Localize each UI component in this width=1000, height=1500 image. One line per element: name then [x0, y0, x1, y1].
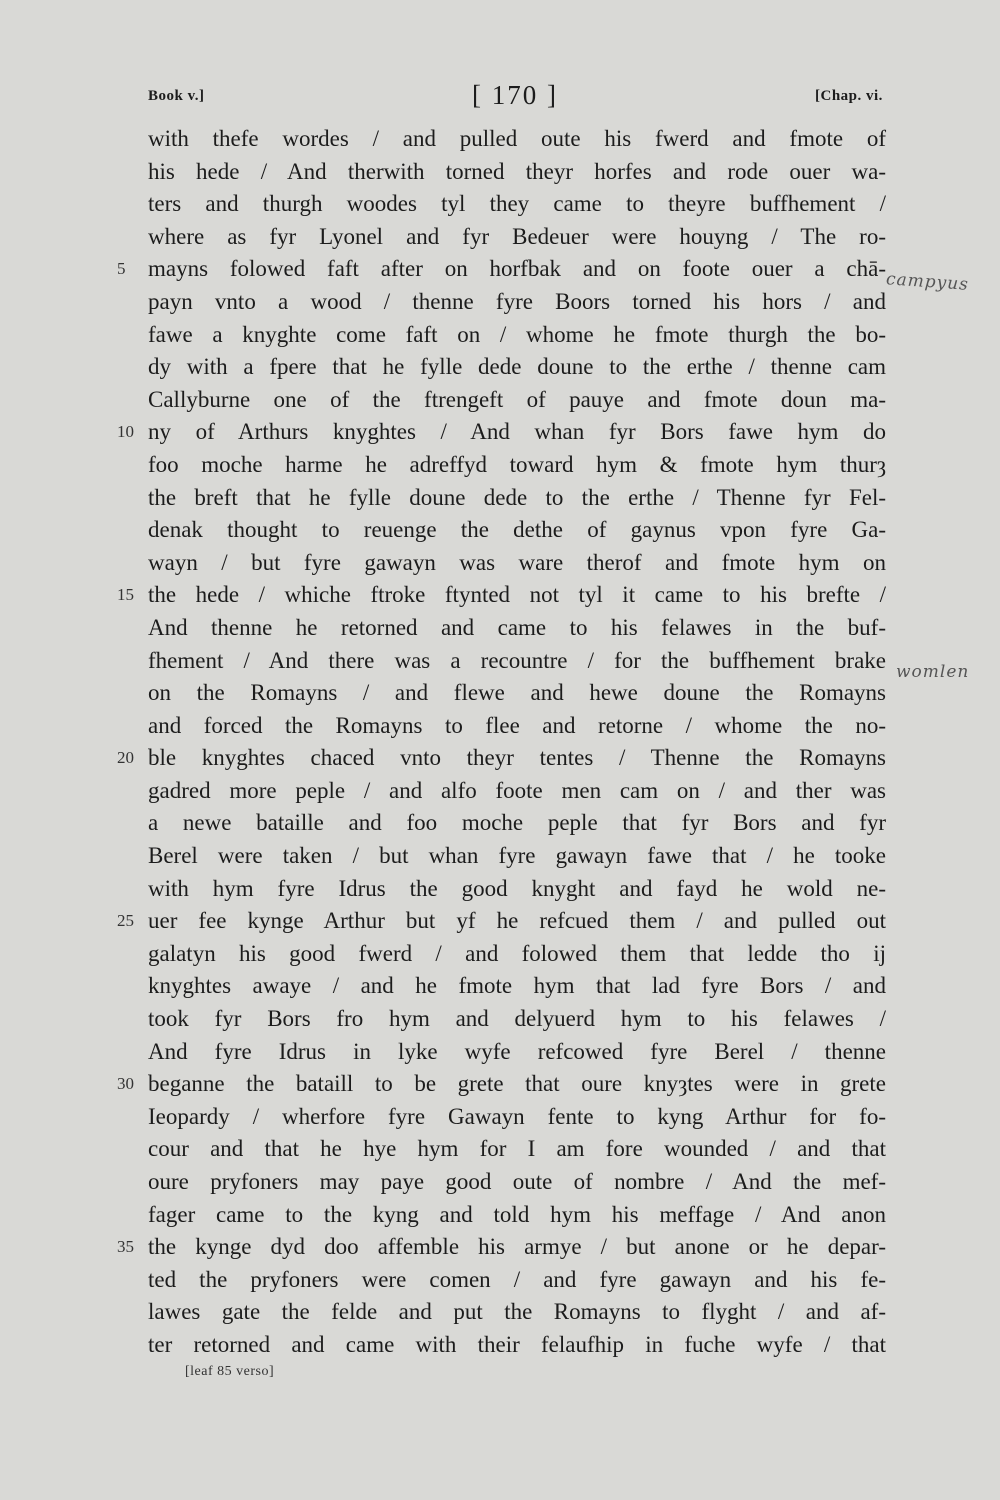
- text-line: [148, 612, 886, 645]
- line-text: mayns folowed faft after on horfbak and on foote ouer a chā-: [148, 256, 886, 282]
- line-number: 30: [117, 1074, 134, 1094]
- line-number: 20: [117, 748, 134, 768]
- body-text: [117, 123, 886, 1362]
- line-text: ters and thurgh woodes tyl they came to theyre buffhement /: [148, 191, 886, 217]
- text-line: [148, 970, 886, 1003]
- line-text: and forced the Romayns to flee and retorne / whome the no-: [148, 712, 886, 738]
- line-text: galatyn his good fwerd / and folowed them that ledde tho ij: [148, 940, 886, 966]
- margin-annotation: campyus: [885, 269, 970, 295]
- book-label: Book v.]: [148, 88, 205, 104]
- text-line: [148, 286, 886, 319]
- margin-annotation: womlen: [896, 662, 970, 682]
- line-text: Ieopardy / wherfore fyre Gawayn fente to kyng Arthur for fo-: [148, 1103, 886, 1129]
- text-line: [148, 1003, 886, 1036]
- text-line: [117, 742, 886, 775]
- line-text: lawes gate the felde and put the Romayns to flyght / and af-: [148, 1299, 886, 1325]
- line-text: his hede / And therwith torned theyr horfes and rode ouer wa-: [148, 158, 886, 184]
- text-line: [148, 221, 886, 254]
- text-line: [148, 514, 886, 547]
- text-line: [148, 123, 886, 156]
- line-text: foo moche harme he adreffyd toward hym & fmote hym thurȝ: [148, 451, 886, 477]
- line-text: denak thought to reuenge the dethe of gaynus vpon fyre Ga-: [148, 517, 886, 543]
- line-text: the breft that he fylle doune dede to the erthe / Thenne fyr Fel-: [148, 484, 886, 510]
- text-line: [148, 1166, 886, 1199]
- text-line: [148, 645, 886, 678]
- line-text: the kynge dyd doo affemble his armye / but anone or he depar-: [148, 1234, 886, 1260]
- line-text: dy with a fpere that he fylle dede doune to the erthe / thenne cam: [148, 354, 886, 380]
- line-text: the hede / whiche ftroke ftynted not tyl it came to his brefte /: [148, 582, 886, 608]
- line-text: And fyre Idrus in lyke wyfe refcowed fyre Berel / thenne: [148, 1038, 886, 1064]
- line-text: Callyburne one of the ftrengeft of pauye and fmote doun ma-: [148, 386, 886, 412]
- line-text: with hym fyre Idrus the good knyght and fayd he wold ne-: [148, 875, 886, 901]
- text-line: [117, 1068, 886, 1101]
- line-text: fhement / And there was a recountre / for the buffhement brake: [148, 647, 886, 673]
- line-text: where as fyr Lyonel and fyr Bedeuer were houyng / The ro-: [148, 223, 886, 249]
- line-number: 15: [117, 585, 134, 605]
- page-number: [ 170 ]: [472, 80, 558, 110]
- line-text: oure pryfoners may paye good oute of nombre / And the mef-: [148, 1169, 886, 1194]
- text-line: [148, 938, 886, 971]
- line-text: on the Romayns / and flewe and hewe doune the Romayns: [148, 680, 886, 706]
- line-text: with thefe wordes / and pulled oute his fwerd and fmote of: [148, 126, 886, 151]
- line-text: fawe a knyghte come faft on / whome he fmote thurgh the bo-: [148, 321, 886, 347]
- text-line: [148, 1133, 886, 1166]
- text-line: [148, 384, 886, 417]
- text-line: [148, 188, 886, 221]
- text-line: [148, 449, 886, 482]
- line-number: 5: [117, 259, 126, 279]
- text-line: [148, 807, 886, 840]
- text-line: [148, 1101, 886, 1134]
- text-line: [117, 1231, 886, 1264]
- text-line: [148, 840, 886, 873]
- line-text: beganne the bataill to be grete that oure knyȝtes were in grete: [148, 1071, 886, 1097]
- line-number: 25: [117, 911, 134, 931]
- text-line: [148, 156, 886, 189]
- line-text: uer fee kynge Arthur but yf he refcued them / and pulled out: [148, 908, 886, 934]
- text-line: [117, 416, 886, 449]
- line-text: cour and that he hye hym for I am fore wounded / and that: [148, 1136, 886, 1162]
- text-line: [148, 482, 886, 515]
- running-header: [0, 80, 1000, 110]
- text-line: [148, 1296, 886, 1329]
- text-line: [117, 253, 886, 286]
- chapter-label: [Chap. vi.: [815, 88, 883, 104]
- line-text: fager came to the kyng and told hym his meffage / And anon: [148, 1201, 886, 1227]
- text-line: [148, 1036, 886, 1069]
- text-line: [148, 873, 886, 906]
- text-line: [148, 1329, 886, 1362]
- text-line: [148, 677, 886, 710]
- line-text: ny of Arthurs knyghtes / And whan fyr Bors fawe hym do: [148, 419, 886, 445]
- line-text: wayn / but fyre gawayn was ware therof and fmote hym on: [148, 549, 886, 575]
- line-number: 35: [117, 1237, 134, 1257]
- line-text: ted the pryfoners were comen / and fyre gawayn and his fe-: [148, 1266, 886, 1292]
- line-text: ter retorned and came with their felaufhip in fuche wyfe / that: [148, 1331, 886, 1357]
- leaf-note: [leaf 85 verso]: [185, 1364, 275, 1379]
- text-line: [148, 1264, 886, 1297]
- text-line: [117, 905, 886, 938]
- line-text: gadred more peple / and alfo foote men cam on / and ther was: [148, 777, 886, 803]
- line-text: knyghtes awaye / and he fmote hym that lad fyre Bors / and: [148, 973, 886, 999]
- text-line: [148, 710, 886, 743]
- text-line: [117, 579, 886, 612]
- text-line: [148, 319, 886, 352]
- text-line: [148, 351, 886, 384]
- line-number: 10: [117, 422, 134, 442]
- text-line: [148, 775, 886, 808]
- line-text: payn vnto a wood / thenne fyre Boors torned his hors / and: [148, 288, 886, 314]
- line-text: took fyr Bors fro hym and delyuerd hym to his felawes /: [148, 1006, 886, 1032]
- line-text: ble knyghtes chaced vnto theyr tentes / Thenne the Romayns: [148, 745, 886, 771]
- text-line: [148, 547, 886, 580]
- line-text: And thenne he retorned and came to his felawes in the buf-: [148, 614, 886, 640]
- line-text: a newe bataille and foo moche peple that fyr Bors and fyr: [148, 810, 886, 836]
- text-line: [148, 1199, 886, 1232]
- line-text: Berel were taken / but whan fyre gawayn fawe that / he tooke: [148, 843, 886, 869]
